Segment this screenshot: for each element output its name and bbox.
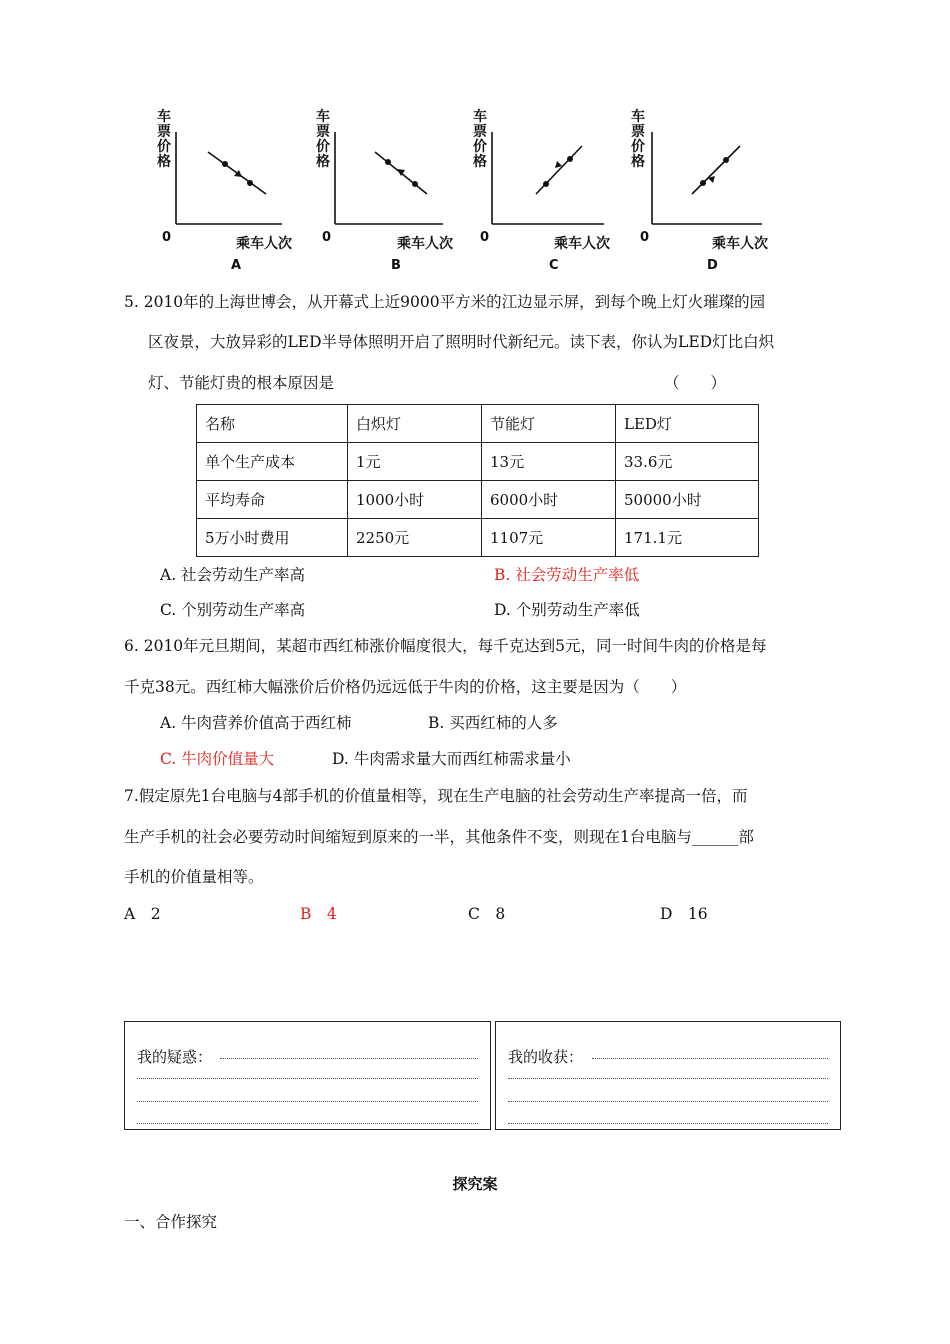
graph-c-plot (470, 100, 620, 250)
q5-option-a: A. 社会劳动生产率高 (160, 566, 306, 584)
writing-line (220, 1058, 478, 1059)
table-cell: 5万小时费用 (197, 519, 348, 557)
point (723, 157, 729, 163)
gain-label: 我的收获： (508, 1048, 584, 1066)
point (543, 181, 549, 187)
writing-line (508, 1123, 828, 1124)
section-title: 探究案 (452, 1175, 498, 1193)
origin-label: 0 (322, 230, 332, 245)
q7-line-3: 手机的价值量相等。 (124, 868, 264, 886)
writing-line (137, 1101, 478, 1102)
q5-line-2: 区夜景，大放异彩的LED半导体照明开启了照明时代新纪元。读下表，你认为LED灯比白炽 (148, 333, 775, 351)
x-axis-label: 乘车人次 (236, 236, 292, 252)
table-cell: 单个生产成本 (197, 443, 348, 481)
q6-option-c: C. 牛肉价值量大 (160, 750, 275, 768)
point (222, 161, 228, 167)
table-row (197, 405, 759, 443)
q6-option-a: A. 牛肉营养价值高于西红柿 (160, 714, 352, 732)
x-axis-label: 乘车人次 (397, 236, 453, 252)
q6-option-b: B. 买西红柿的人多 (428, 714, 558, 732)
point (567, 156, 573, 162)
q6-line-1: 6. 2010年元旦期间，某超市西红柿涨价幅度很大，每千克达到5元，同一时间牛肉的价格是每 (124, 637, 767, 655)
q5-option-c: C. 个别劳动生产率高 (160, 601, 306, 619)
section-subheading: 一、合作探究 (124, 1213, 218, 1231)
graph-d-plot (628, 100, 778, 250)
table-cell: 1107元 (482, 519, 616, 557)
table-row (197, 481, 759, 519)
q5-line-3: 灯、节能灯贵的根本原因是 (148, 374, 335, 392)
table-cell: 1元 (348, 443, 482, 481)
table-row (197, 443, 759, 481)
graph-b-plot (311, 100, 461, 250)
graph-a-plot (150, 100, 300, 250)
x-axis-label: 乘车人次 (712, 236, 768, 252)
y-axis-label: 车票价格 (157, 109, 171, 170)
graph-letter: B (391, 258, 401, 273)
origin-label: 0 (640, 230, 650, 245)
q5-answer-paren: （ ） (664, 374, 727, 392)
gain-box[interactable] (495, 1021, 841, 1130)
graph-b (311, 100, 461, 280)
demand-line (536, 146, 582, 194)
q5-option-b: B. 社会劳动生产率低 (494, 566, 640, 584)
y-axis-label: 车票价格 (473, 109, 487, 170)
point (385, 159, 391, 165)
doubt-box[interactable] (124, 1021, 491, 1130)
q7-line-2: 生产手机的社会必要劳动时间缩短到原来的一半，其他条件不变，则现在1台电脑与______部 (124, 828, 754, 846)
graph-letter: A (231, 258, 242, 273)
point (412, 181, 418, 187)
writing-line (137, 1123, 478, 1124)
x-axis-label: 乘车人次 (554, 236, 610, 252)
table-cell: 平均寿命 (197, 481, 348, 519)
q5-option-d: D. 个别劳动生产率低 (494, 601, 640, 619)
q7-option-b: B 4 (300, 905, 337, 923)
writing-line (592, 1058, 828, 1059)
q6-option-d: D. 牛肉需求量大而西红柿需求量小 (332, 750, 571, 768)
writing-line (508, 1078, 828, 1079)
point (247, 180, 253, 186)
lamp-comparison-table (196, 404, 759, 557)
writing-line (137, 1078, 478, 1079)
q6-line-2: 千克38元。西红柿大幅涨价后价格仍远远低于牛肉的价格，这主要是因为（ ） (124, 678, 687, 696)
q7-option-a: A 2 (124, 905, 161, 923)
origin-label: 0 (162, 230, 172, 245)
table-row (197, 519, 759, 557)
table-cell: 33.6元 (616, 443, 759, 481)
table-cell: 6000小时 (482, 481, 616, 519)
doubt-label: 我的疑惑： (137, 1048, 213, 1066)
point (700, 180, 706, 186)
writing-line (508, 1101, 828, 1102)
demand-line (692, 146, 740, 194)
table-cell: 50000小时 (616, 481, 759, 519)
table-cell: 13元 (482, 443, 616, 481)
table-cell: 171.1元 (616, 519, 759, 557)
origin-label: 0 (480, 230, 490, 245)
table-cell: 1000小时 (348, 481, 482, 519)
y-axis-label: 车票价格 (631, 109, 645, 170)
graph-c (470, 100, 620, 280)
q5-line-1: 5. 2010年的上海世博会，从开幕式上近9000平方米的江边显示屏，到每个晚上灯火璀璨的园 (124, 293, 766, 311)
q7-option-d: D 16 (660, 905, 708, 923)
graph-a (150, 100, 300, 280)
table-cell: 白炽灯 (348, 405, 482, 443)
q7-line-1: 7.假定原先1台电脑与4部手机的价值量相等，现在生产电脑的社会劳动生产率提高一倍，而 (124, 787, 748, 805)
graph-d (628, 100, 778, 280)
table-cell: 2250元 (348, 519, 482, 557)
table-cell: 节能灯 (482, 405, 616, 443)
table-cell: 名称 (197, 405, 348, 443)
table-cell: LED灯 (616, 405, 759, 443)
y-axis-label: 车票价格 (316, 109, 330, 170)
q7-option-c: C 8 (468, 905, 506, 923)
graph-letter: C (549, 258, 559, 273)
graph-letter: D (707, 258, 718, 273)
